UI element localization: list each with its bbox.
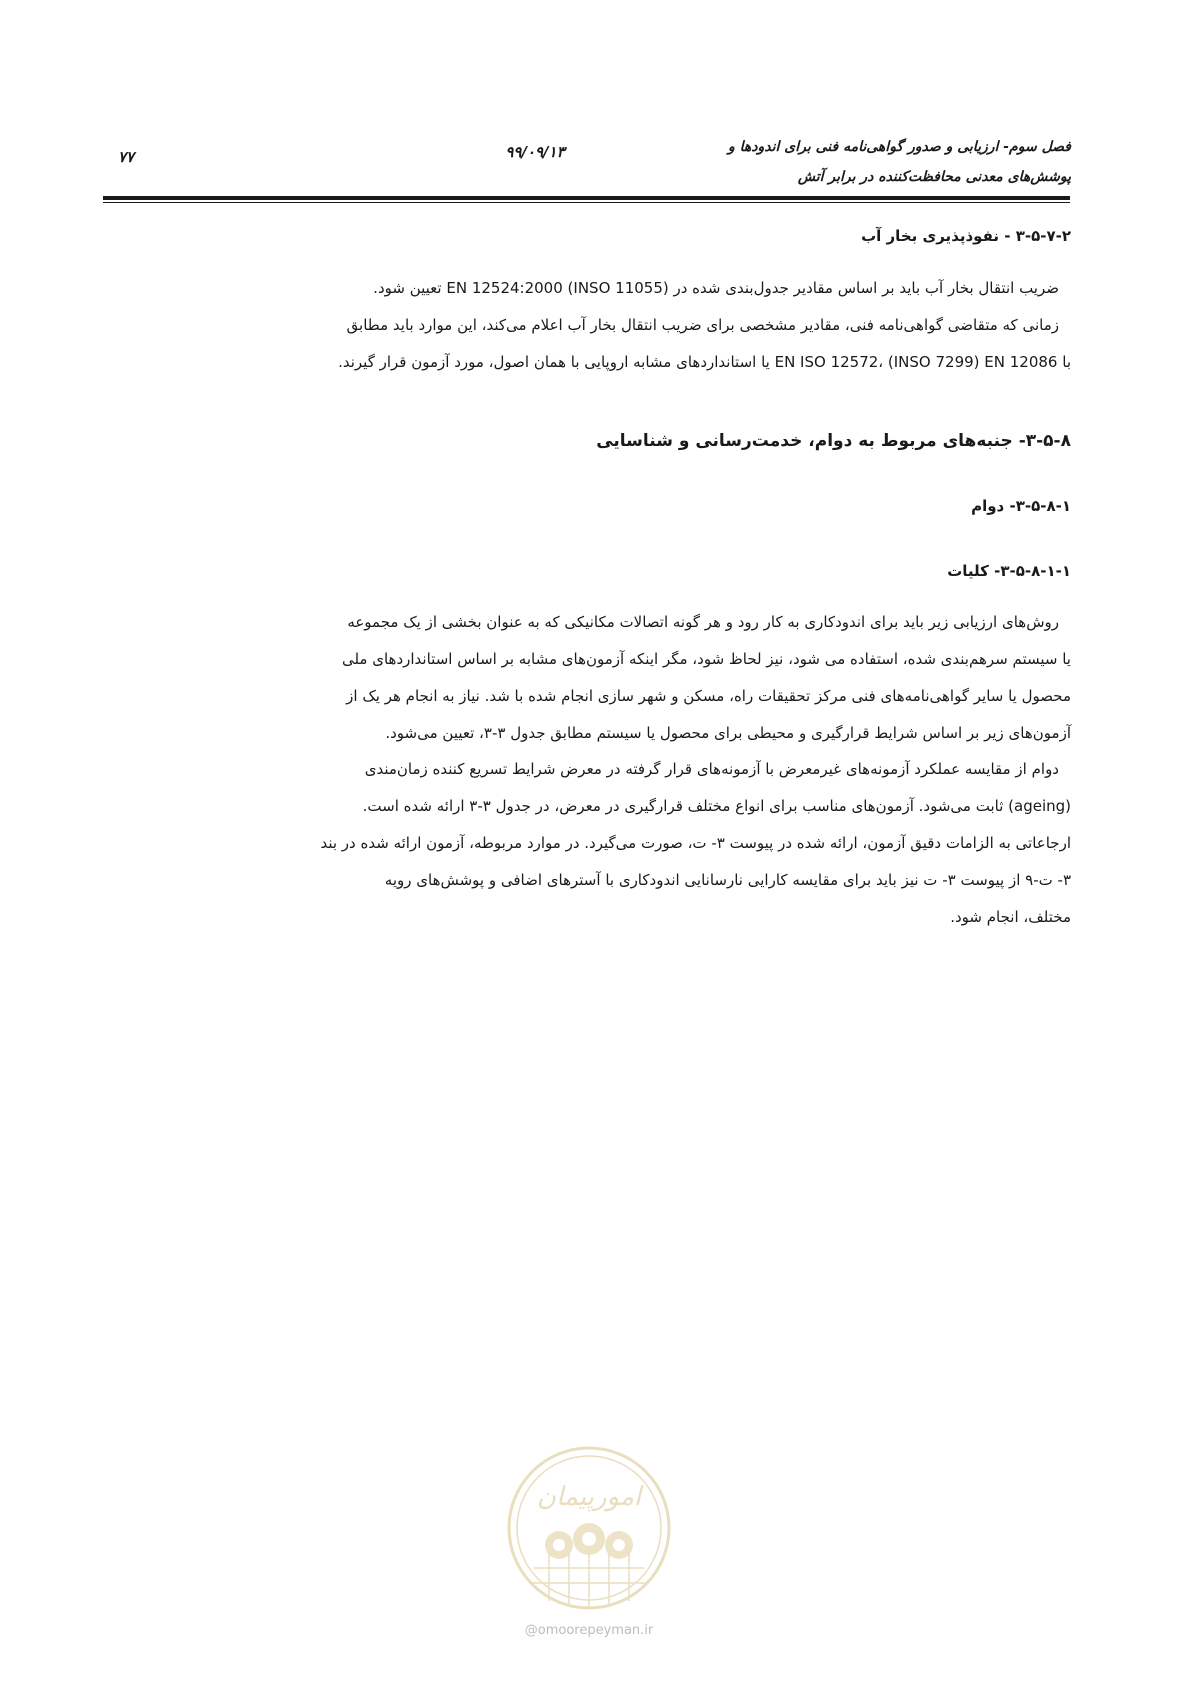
chapter-title-line-2: پوشش‌های معدنی محافظت‌کننده در برابر آتش: [797, 169, 1071, 185]
header-date: ۹۹/۰۹/۱۳: [505, 143, 565, 161]
paragraph-line: محصول یا سایر گواهی‌نامه‌های فنی مرکز تحقیقات راه، مسکن و شهر سازی انجام شده با شد. نیاز به انجام هر یک از: [346, 687, 1071, 705]
paragraph-line: مختلف، انجام شود.: [950, 908, 1071, 926]
heading-3-5-8-1-1: ۳-۵-۸-۱-۱- کلیات: [947, 562, 1071, 580]
paragraph-line: یا سیستم سرهم‌بندی شده، استفاده می شود، نیز لحاظ شود، مگر اینکه آزمون‌های مشابه بر اساس استانداردهای ملی: [341, 650, 1071, 668]
watermark-logo-icon: [504, 1443, 674, 1613]
chapter-title: [551, 132, 1071, 192]
paragraph-line: با EN ISO 12572، (INSO 7299) EN 12086 یا استانداردهای مشابه اروپایی با همان اصول، مورد آزمون قرار گیرند.: [338, 353, 1071, 371]
paragraph-vapour: [121, 270, 1071, 381]
paragraph-line: دوام از مقایسه عملکرد آزمونه‌های غیرمعرض با آزمونه‌های قرار گرفته در معرض شرایط تسریع کننده زمان‌مندی: [364, 760, 1059, 778]
header-rule-thin: [103, 202, 1070, 203]
paragraph-line: روش‌های ارزیابی زیر باید برای اندودکاری به کار رود و هر گونه اتصالات مکانیکی که به عنوان بخشی از یک مجموعه: [347, 613, 1059, 631]
paragraph-line: ضریب انتقال بخار آب باید بر اساس مقادیر جدول‌بندی شده در (INSO 11055) EN 12524:2000 تعیین شود.: [373, 279, 1059, 297]
paragraph-line: ۳- ت-۹ از پیوست ۳- ت نیز باید برای مقایسه کارایی نارسانایی اندودکاری با آسترهای اضافی و پوشش‌های رویه: [384, 871, 1071, 889]
heading-3-5-8: ۳-۵-۸- جنبه‌های مربوط به دوام، خدمت‌رسانی و شناسایی: [596, 431, 1071, 451]
paragraph-general: [121, 604, 1071, 752]
chapter-title-line-1: فصل سوم- ارزیابی و صدور گواهی‌نامه فنی برای اندودها و: [728, 139, 1071, 155]
paragraph-line: ارجاعاتی به الزامات دقیق آزمون، ارائه شده در پیوست ۳- ت، صورت می‌گیرد. در موارد مربوطه، آزمون ارائه شده در بند: [320, 834, 1071, 852]
paragraph-durability: [121, 751, 1071, 936]
heading-3-5-7-2: ۳-۵-۷-۲ - نفوذپذیری بخار آب: [861, 227, 1071, 245]
paragraph-line: زمانی که متقاضی گواهی‌نامه فنی، مقادیر مشخصی برای ضریب انتقال بخار آب اعلام می‌کند، این موارد باید مطابق: [346, 316, 1059, 334]
watermark-logo-text: امورپیمان: [536, 1482, 642, 1512]
page-number: ۷۷: [118, 148, 135, 166]
paragraph-line: (ageing) ثابت می‌شود. آزمون‌های مناسب برای انواع مختلف قرارگیری در معرض، در جدول ۳-۳ ارائه شده است.: [362, 797, 1071, 815]
paragraph-line: آزمون‌های زیر بر اساس شرایط قرارگیری و محیطی برای محصول یا سیستم مطابق جدول ۳-۳، تعیین می‌شود.: [385, 724, 1071, 742]
heading-3-5-8-1: ۳-۵-۸-۱- دوام: [971, 497, 1071, 515]
watermark-site: @omoorepeyman.ir: [524, 1623, 654, 1638]
header-rule-thick: [103, 196, 1070, 200]
